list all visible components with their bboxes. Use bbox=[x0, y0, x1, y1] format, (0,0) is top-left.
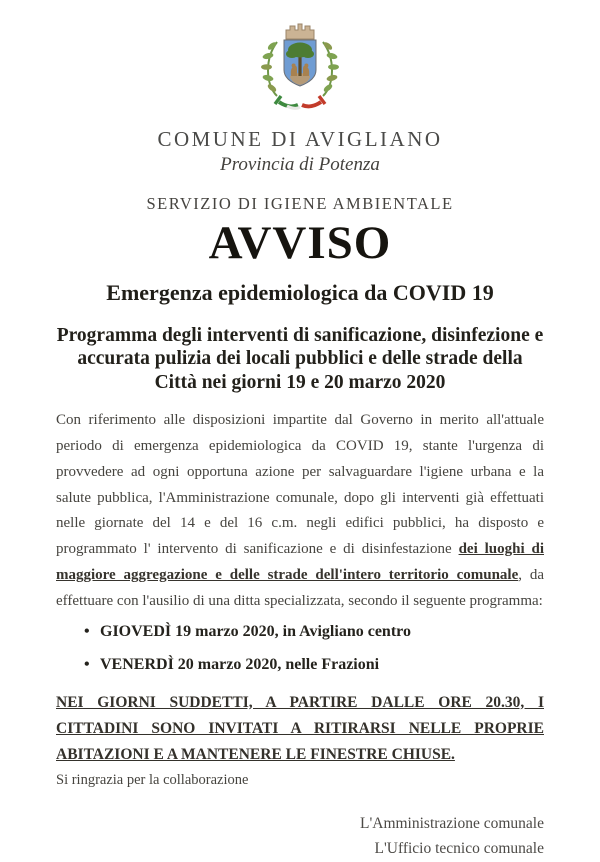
signature-administration: L'Amministrazione comunale bbox=[359, 814, 544, 832]
warning-paragraph: NEI GIORNI SUDDETTI, A PARTIRE DALLE ORE 20.30, I CITTADINI SONO INVITATI A RITIRARSI NELLE PROPRIE ABITAZIONI E A MANTENERE LE FINESTRE CHIUSE. bbox=[56, 693, 544, 763]
signature-technical-office: L'Ufficio tecnico comunale bbox=[374, 840, 544, 858]
body-paragraph bbox=[56, 408, 544, 614]
crest-container bbox=[56, 22, 544, 119]
municipality-name: COMUNE DI AVIGLIANO bbox=[157, 127, 443, 151]
notice-title: AVVISO bbox=[208, 217, 392, 269]
body-intro: Con riferimento alle disposizioni impartite dal Governo in merito all'attuale periodo di emergenza epidemiologica da COVID 19, stante l'urgenza di provvedere ad ogni opportuna azione per salvaguardare l'igiene urbana e la salute pubblica, l'Amministrazione comunale, dopo gli interventi già effettuati nelle giornate del 14 e del 16 c.m. negli edifici pubblici, ha disposto e programmato l' intervento di sanificazione e di disinfestazione bbox=[56, 412, 544, 558]
schedule-list bbox=[56, 623, 544, 674]
body-underlined-clause: dei luoghi di maggiore aggregazione e delle strade dell'intero territorio comunale bbox=[56, 541, 545, 583]
thanks-line: Si ringrazia per la collaborazione bbox=[56, 771, 249, 788]
notice-subtitle: Emergenza epidemiologica da COVID 19 bbox=[106, 280, 494, 305]
signature-block bbox=[56, 811, 544, 862]
schedule-item-friday: • VENERDÌ 20 marzo 2020, nelle Frazioni bbox=[84, 656, 544, 674]
program-heading: Programma degli interventi di sanificazione, disinfezione e accurata pulizia dei locali pubblici e delle strade della Città nei giorni 19 e 20 marzo 2020 bbox=[56, 325, 544, 393]
schedule-item-thursday: • GIOVEDÌ 19 marzo 2020, in Avigliano centro bbox=[84, 623, 544, 641]
municipal-coat-of-arms-icon bbox=[241, 22, 359, 114]
body-outro: , da effettuare con l'ausilio di una ditta specializzata, secondo il seguente programma: bbox=[56, 566, 544, 609]
service-name: SERVIZIO DI IGIENE AMBIENTALE bbox=[146, 194, 454, 213]
province-name: Provincia di Potenza bbox=[220, 154, 380, 175]
